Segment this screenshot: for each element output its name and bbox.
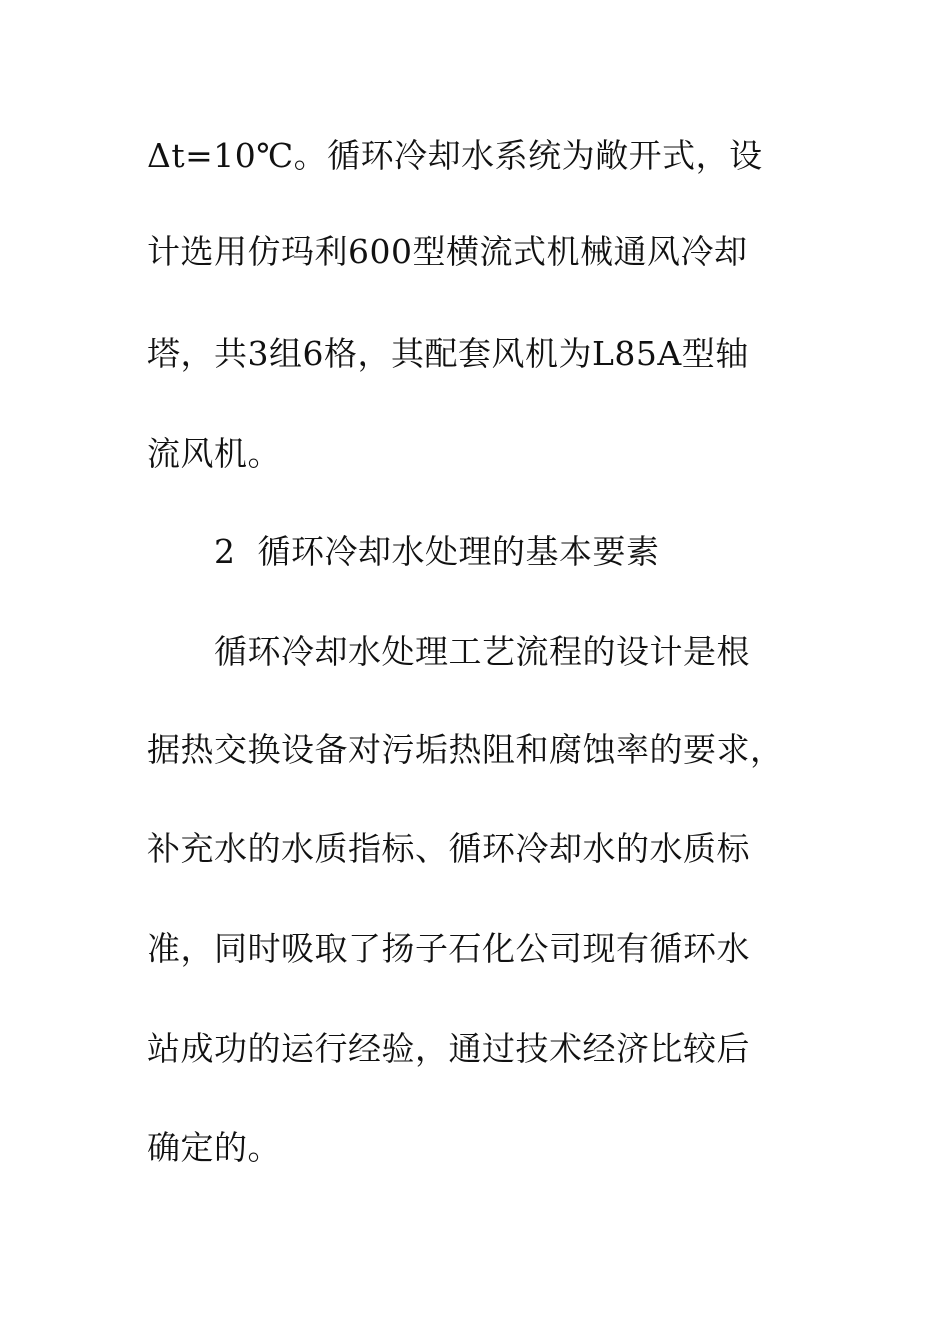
text-line: 补充水的水质指标、循环冷却水的水质标	[147, 829, 750, 868]
text-line: 计选用仿玛利600型横流式机械通风冷却	[147, 232, 748, 271]
text-line: 站成功的运行经验，通过技术经济比较后	[147, 1029, 750, 1068]
text-line: 确定的。	[147, 1128, 281, 1167]
text-line: 流风机。	[147, 434, 281, 473]
text-line: 循环冷却水处理工艺流程的设计是根	[214, 632, 750, 671]
section-title: 循环冷却水处理的基本要素	[257, 532, 660, 571]
text-line: 塔，共3组6格，其配套风机为L85A型轴	[147, 334, 749, 373]
text-line: Δt=10℃。循环冷却水系统为敞开式，设	[147, 136, 763, 175]
section-number: 2	[214, 532, 236, 571]
text-line: 据热交换设备对污垢热阻和腐蚀率的要求，	[147, 730, 784, 769]
section-heading	[214, 532, 660, 572]
text-line: 准，同时吸取了扬子石化公司现有循环水	[147, 929, 750, 968]
